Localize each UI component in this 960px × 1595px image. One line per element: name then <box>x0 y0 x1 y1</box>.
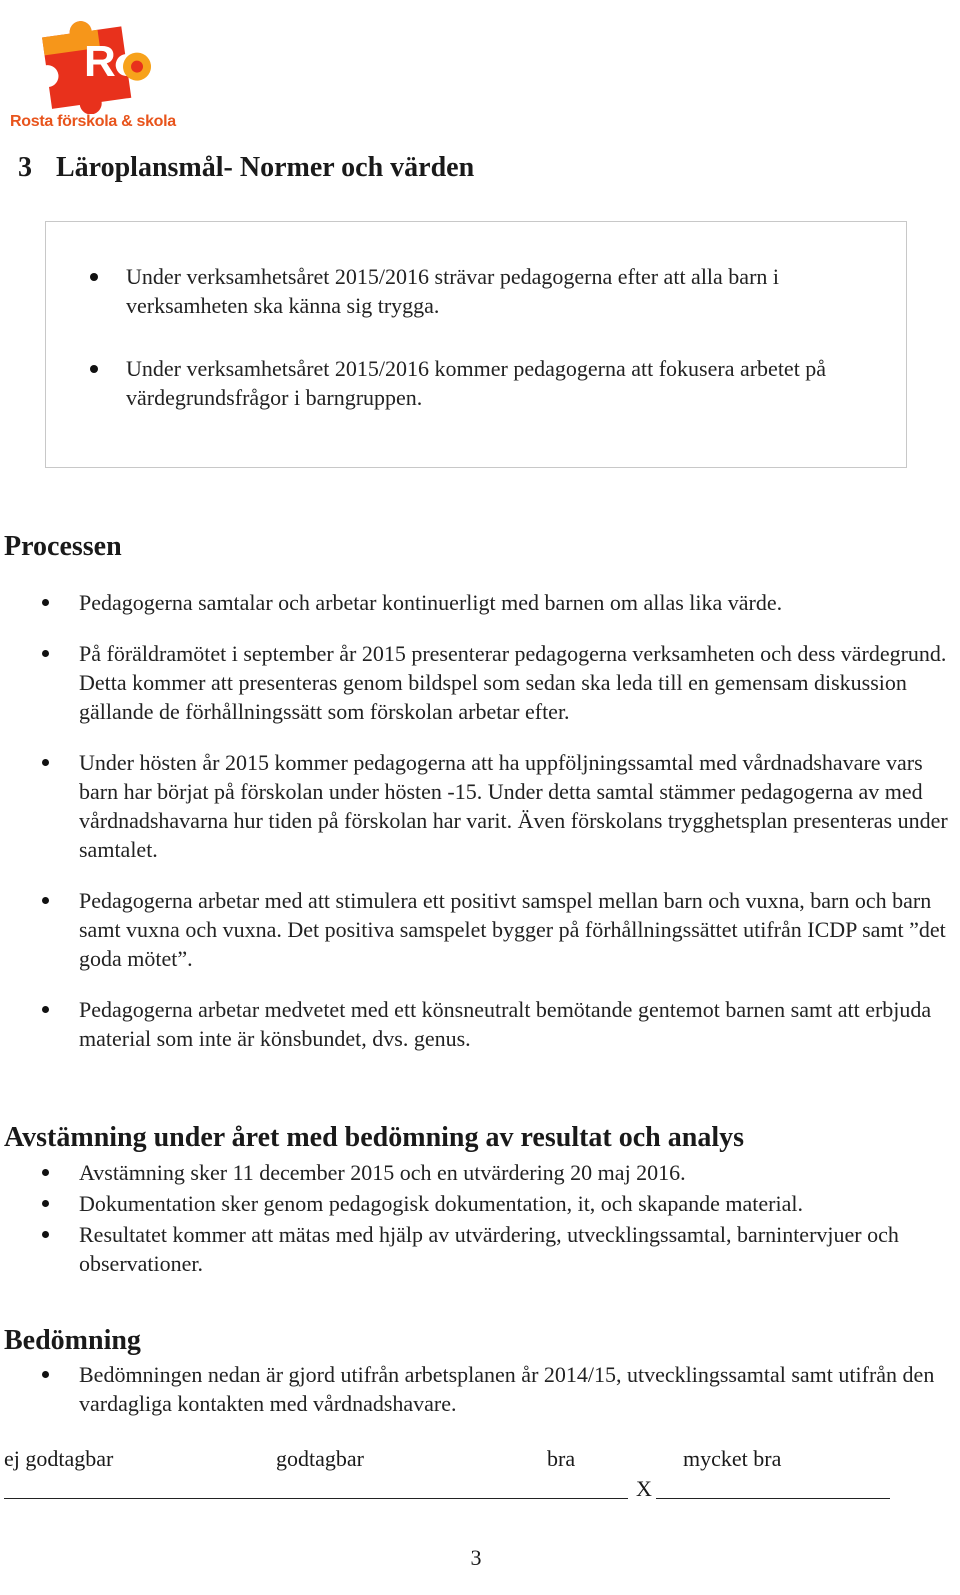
process-item: Pedagogerna samtalar och arbetar kontinuerligt med barnen om allas lika värde. <box>0 588 950 617</box>
chapter-number: 3 <box>18 152 32 183</box>
reconciliation-item: Avstämning sker 11 december 2015 och en utvärdering 20 maj 2016. <box>0 1158 950 1187</box>
page-number: 3 <box>470 1545 482 1570</box>
rating-label-very-good: mycket bra <box>683 1446 782 1471</box>
process-item: På föräldramötet i september år 2015 presenterar pedagogerna verksamheten och dess värdegrund. Detta kommer att presenteras genom bildspel som sedan ska leda till en gemensam diskussion gällande de förhållningssätt som förskolan arbetar efter. <box>0 639 950 726</box>
rating-line-left <box>4 1498 628 1499</box>
chapter-title <box>18 152 474 184</box>
rating-scale <box>0 1446 960 1476</box>
process-item: Pedagogerna arbetar med att stimulera ett positivt samspel mellan barn och vuxna, barn och barn samt vuxna och vuxna. Det positiva samspelet bygger på förhållningssättet utifrån ICDP samt ”det goda mötet”. <box>0 886 950 973</box>
logo-text: Rosta förskola & skola <box>10 113 176 130</box>
rating-line-right <box>656 1498 890 1499</box>
goal-item: Under verksamhetsåret 2015/2016 kommer pedagogerna att fokusera arbetet på värdegrundsfrågor i barngruppen. <box>46 354 906 412</box>
rating-label-good: bra <box>547 1446 576 1471</box>
logo-letter: R <box>84 37 116 86</box>
reconciliation-heading: Avstämning under året med bedömning av resultat och analys <box>4 1122 744 1153</box>
assessment-heading: Bedömning <box>4 1325 141 1356</box>
assessment-list <box>0 1360 950 1420</box>
process-item: Under hösten år 2015 kommer pedagogerna att ha uppföljningssamtal med vårdnadshavare vars barn har börjat på förskolan under hösten -15. Under detta samtal stämmer pedagogerna av med vårdnadshavarna hur tiden på förskolan har varit. Även förskolans trygghetsplan presenteras under samtalet. <box>0 748 950 864</box>
goals-list <box>46 262 906 446</box>
process-list <box>0 588 950 1075</box>
goals-box <box>45 221 907 468</box>
school-logo <box>6 2 190 134</box>
goal-item: Under verksamhetsåret 2015/2016 strävar pedagogerna efter att alla barn i verksamheten ska känna sig trygga. <box>46 262 906 320</box>
reconciliation-list <box>0 1158 950 1280</box>
rating-line <box>4 1474 890 1502</box>
rating-mark: X <box>636 1476 652 1501</box>
assessment-item: Bedömningen nedan är gjord utifrån arbetsplanen år 2014/15, utvecklingssamtal samt utifrån den vardagliga kontakten med vårdnadshavare. <box>0 1360 950 1418</box>
reconciliation-item: Resultatet kommer att mätas med hjälp av utvärdering, utvecklingssamtal, barnintervjuer och observationer. <box>0 1220 950 1278</box>
chapter-title-text: Läroplansmål- Normer och värden <box>56 152 475 183</box>
puzzle-piece-logo-icon <box>6 2 190 114</box>
rating-label-acceptable: godtagbar <box>276 1446 364 1471</box>
rating-label-unacceptable: ej godtagbar <box>4 1446 114 1471</box>
process-item: Pedagogerna arbetar medvetet med ett könsneutralt bemötande gentemot barnen samt att erbjuda material som inte är könsbundet, dvs. genus. <box>0 995 950 1053</box>
process-heading: Processen <box>4 531 122 562</box>
reconciliation-item: Dokumentation sker genom pedagogisk dokumentation, it, och skapande material. <box>0 1189 950 1218</box>
